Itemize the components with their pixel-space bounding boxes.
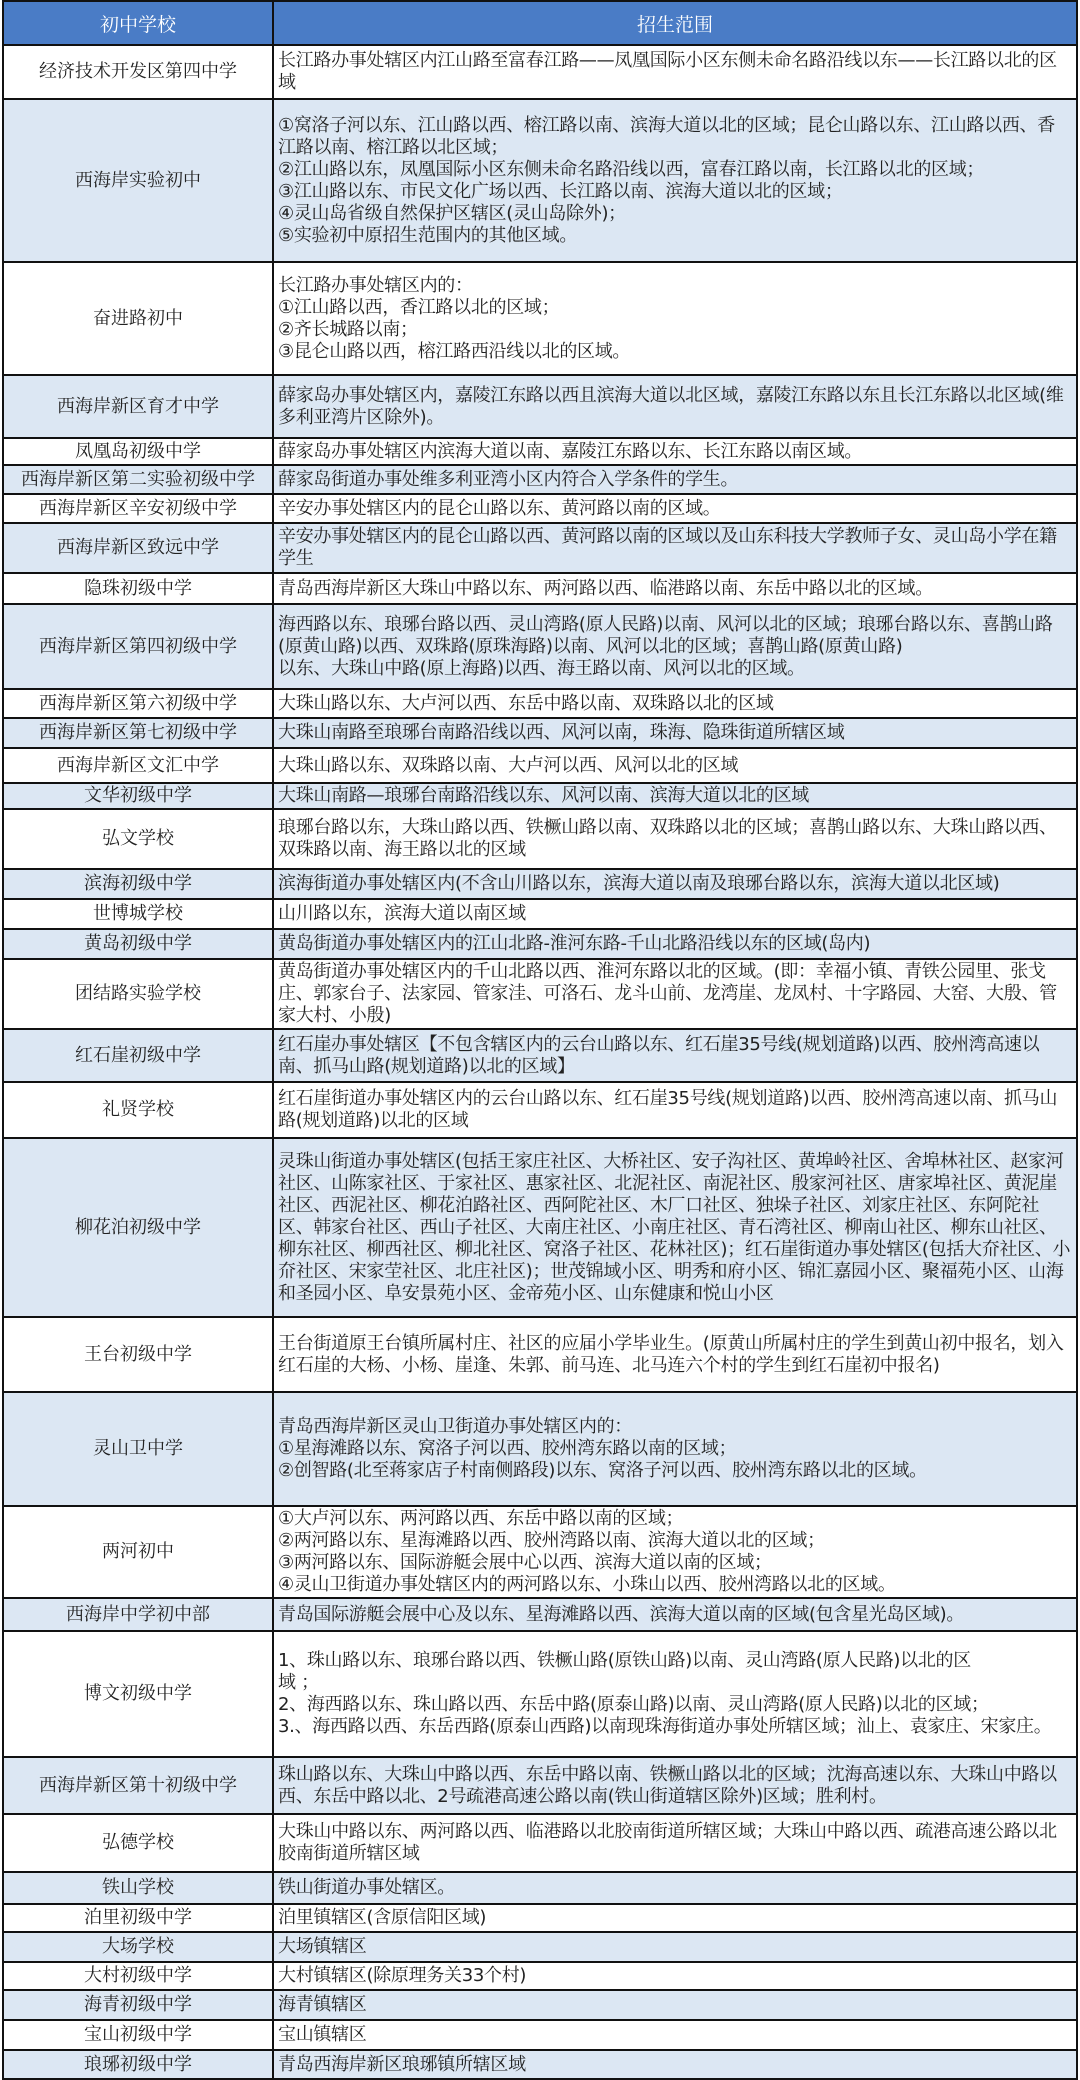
enrollment-scope-cell: 海青镇辖区 — [273, 1990, 1077, 2020]
table-row — [3, 1392, 1077, 1506]
table-row — [3, 2050, 1077, 2079]
school-name-cell: 铁山学校 — [3, 1872, 273, 1904]
enrollment-scope-cell: 青岛西海岸新区琅琊镇所辖区域 — [273, 2050, 1077, 2079]
table-row — [3, 45, 1077, 99]
school-name-cell: 西海岸新区育才中学 — [3, 375, 273, 438]
table-row — [3, 573, 1077, 604]
table-row — [3, 1990, 1077, 2020]
enrollment-scope-cell: 大村镇辖区(除原理务关33个村) — [273, 1962, 1077, 1990]
school-name-cell: 黄岛初级中学 — [3, 929, 273, 959]
enrollment-scope-cell: 宝山镇辖区 — [273, 2020, 1077, 2050]
enrollment-scope-cell: 薛家岛街道办事处维多利亚湾小区内符合入学条件的学生。 — [273, 465, 1077, 494]
school-name-cell: 西海岸新区第二实验初级中学 — [3, 465, 273, 494]
school-name-cell: 弘文学校 — [3, 809, 273, 869]
enrollment-scope-cell: 黄岛街道办事处辖区内的千山北路以西、淮河东路以北的区域。(即：幸福小镇、青铁公园里、张戈庄、郭家台子、法家园、管家洼、可洛石、龙斗山前、龙湾崖、龙凤村、十字路园、大窑、大殷、管家大村、小殷) — [273, 959, 1077, 1029]
enrollment-scope-cell: 长江路办事处辖区内的： ①江山路以西，香江路以北的区域； ②齐长城路以南； ③昆仑山路以西，榕江路西沿线以北的区域。 — [273, 262, 1077, 375]
school-name-cell: 西海岸新区第六初级中学 — [3, 689, 273, 718]
table-row — [3, 1962, 1077, 1990]
school-name-cell: 滨海初级中学 — [3, 869, 273, 899]
table-header-row — [3, 1, 1077, 45]
school-name-cell: 经济技术开发区第四中学 — [3, 45, 273, 99]
school-name-cell: 弘德学校 — [3, 1814, 273, 1872]
school-name-cell: 琅琊初级中学 — [3, 2050, 273, 2079]
table-body — [3, 45, 1077, 2079]
table-row — [3, 869, 1077, 899]
school-name-cell: 文华初级中学 — [3, 783, 273, 809]
school-name-cell: 西海岸新区致远中学 — [3, 523, 273, 573]
table-row — [3, 1598, 1077, 1631]
school-name-cell: 西海岸中学初中部 — [3, 1598, 273, 1631]
enrollment-scope-cell: 琅琊台路以东，大珠山路以西、铁橛山路以南、双珠路以北的区域；喜鹊山路以东、大珠山路以西、双珠路以南、海王路以北的区域 — [273, 809, 1077, 869]
enrollment-scope-cell: 珠山路以东、大珠山中路以西、东岳中路以南、铁橛山路以北的区域；沈海高速以东、大珠山中路以西、东岳中路以北、2号疏港高速公路以南(铁山街道辖区除外)区域；胜利村。 — [273, 1757, 1077, 1814]
school-name-cell: 凤凰岛初级中学 — [3, 438, 273, 465]
enrollment-scope-cell: 大珠山中路以东、两河路以西、临港路以北胶南街道所辖区域；大珠山中路以西、疏港高速公路以北胶南街道所辖区域 — [273, 1814, 1077, 1872]
school-name-cell: 团结路实验学校 — [3, 959, 273, 1029]
school-name-cell: 宝山初级中学 — [3, 2020, 273, 2050]
school-name-cell: 泊里初级中学 — [3, 1904, 273, 1932]
enrollment-scope-cell: 铁山街道办事处辖区。 — [273, 1872, 1077, 1904]
enrollment-scope-cell: 大珠山南路—琅琊台南路沿线以东、风河以南、滨海大道以北的区域 — [273, 783, 1077, 809]
table-row — [3, 1506, 1077, 1598]
enrollment-scope-cell: 黄岛街道办事处辖区内的江山北路-淮河东路-千山北路沿线以东的区域(岛内) — [273, 929, 1077, 959]
enrollment-scope-cell: 辛安办事处辖区内的昆仑山路以西、黄河路以南的区域以及山东科技大学教师子女、灵山岛小学在籍学生 — [273, 523, 1077, 573]
table-row — [3, 718, 1077, 748]
school-name-cell: 灵山卫中学 — [3, 1392, 273, 1506]
enrollment-scope-cell: 辛安办事处辖区内的昆仑山路以东、黄河路以南的区域。 — [273, 494, 1077, 523]
table-row — [3, 1029, 1077, 1082]
enrollment-scope-cell: 海西路以东、琅琊台路以西、灵山湾路(原人民路)以南、风河以北的区域；琅琊台路以东、喜鹊山路(原黄山路)以西、双珠路(原珠海路)以南、风河以北的区域；喜鹊山路(原黄山路) 以东、大珠山中路(原上海路)以西、海王路以南、风河以北的区域。 — [273, 604, 1077, 689]
table-row — [3, 262, 1077, 375]
table-row — [3, 1317, 1077, 1392]
enrollment-scope-cell: 青岛西海岸新区大珠山中路以东、两河路以西、临港路以南、东岳中路以北的区域。 — [273, 573, 1077, 604]
column-header-scope: 招生范围 — [273, 1, 1077, 45]
enrollment-scope-cell: 青岛西海岸新区灵山卫街道办事处辖区内的： ①星海滩路以东、窝洛子河以西、胶州湾东路以南的区域； ②创智路(北至蒋家店子村南侧路段)以东、窝洛子河以西、胶州湾东路以北的区域。 — [273, 1392, 1077, 1506]
school-name-cell: 西海岸新区第七初级中学 — [3, 718, 273, 748]
enrollment-scope-cell: 山川路以东，滨海大道以南区域 — [273, 899, 1077, 929]
enrollment-scope-cell: 薛家岛办事处辖区内，嘉陵江东路以西且滨海大道以北区域，嘉陵江东路以东且长江东路以北区域(维多利亚湾片区除外)。 — [273, 375, 1077, 438]
enrollment-scope-cell: 红石崖办事处辖区【不包含辖区内的云台山路以东、红石崖35号线(规划道路)以西、胶州湾高速以南、抓马山路(规划道路)以北的区域】 — [273, 1029, 1077, 1082]
school-name-cell: 奋进路初中 — [3, 262, 273, 375]
table-row — [3, 438, 1077, 465]
enrollment-scope-cell: ①窝洛子河以东、江山路以西、榕江路以南、滨海大道以北的区域；昆仑山路以东、江山路以西、香江路以南、榕江路以北区域； ②江山路以东，凤凰国际小区东侧未命名路沿线以西，富春江路以南，长江路以北的区域； ③江山路以东、市民文化广场以西、长江路以南、滨海大道以北的区域； ④灵山岛省级自然保护区辖区(灵山岛除外)； ⑤实验初中原招生范围内的其他区域。 — [273, 99, 1077, 262]
table-row — [3, 1138, 1077, 1317]
table-row — [3, 1814, 1077, 1872]
table-row — [3, 1904, 1077, 1932]
school-name-cell: 海青初级中学 — [3, 1990, 273, 2020]
school-name-cell: 西海岸实验初中 — [3, 99, 273, 262]
enrollment-scope-cell: 大珠山路以东、双珠路以南、大卢河以西、风河以北的区域 — [273, 748, 1077, 783]
school-name-cell: 西海岸新区辛安初级中学 — [3, 494, 273, 523]
school-name-cell: 柳花泊初级中学 — [3, 1138, 273, 1317]
enrollment-scope-cell: 青岛国际游艇会展中心及以东、星海滩路以西、滨海大道以南的区域(包含星光岛区域)。 — [273, 1598, 1077, 1631]
table-row — [3, 689, 1077, 718]
table-row — [3, 1757, 1077, 1814]
table-row — [3, 1872, 1077, 1904]
enrollment-scope-cell: 王台街道原王台镇所属村庄、社区的应届小学毕业生。(原黄山所属村庄的学生到黄山初中报名，划入红石崖的大杨、小杨、崖逢、朱郭、前马连、北马连六个村的学生到红石崖初中报名) — [273, 1317, 1077, 1392]
school-name-cell: 大村初级中学 — [3, 1962, 273, 1990]
school-name-cell: 隐珠初级中学 — [3, 573, 273, 604]
school-name-cell: 大场学校 — [3, 1932, 273, 1962]
table-row — [3, 1082, 1077, 1138]
school-name-cell: 红石崖初级中学 — [3, 1029, 273, 1082]
enrollment-table — [2, 0, 1078, 2080]
enrollment-scope-cell: 泊里镇辖区(含原信阳区域) — [273, 1904, 1077, 1932]
table-row — [3, 899, 1077, 929]
school-name-cell: 世博城学校 — [3, 899, 273, 929]
table-row — [3, 99, 1077, 262]
table-row — [3, 523, 1077, 573]
enrollment-scope-cell: ①大卢河以东、两河路以西、东岳中路以南的区域； ②两河路以东、星海滩路以西、胶州湾路以南、滨海大道以北的区域； ③两河路以东、国际游艇会展中心以西、滨海大道以南的区域； ④灵山卫街道办事处辖区内的两河路以东、小珠山以西、胶州湾路以北的区域。 — [273, 1506, 1077, 1598]
table-row — [3, 604, 1077, 689]
table-row — [3, 375, 1077, 438]
table-row — [3, 465, 1077, 494]
table-row — [3, 929, 1077, 959]
enrollment-scope-cell: 滨海街道办事处辖区内(不含山川路以东，滨海大道以南及琅琊台路以东，滨海大道以北区域) — [273, 869, 1077, 899]
table-row — [3, 2020, 1077, 2050]
school-name-cell: 西海岸新区文汇中学 — [3, 748, 273, 783]
enrollment-scope-cell: 大珠山南路至琅琊台南路沿线以西、风河以南，珠海、隐珠街道所辖区域 — [273, 718, 1077, 748]
school-name-cell: 王台初级中学 — [3, 1317, 273, 1392]
enrollment-scope-cell: 灵珠山街道办事处辖区(包括王家庄社区、大桥社区、安子沟社区、黄埠岭社区、舍埠林社区、赵家河社区、山陈家社区、于家社区、惠家社区、北泥社区、南泥社区、殷家河社区、唐家埠社区、黄泥崖社区、西泥社区、柳花泊路社区、西阿陀社区、木厂口社区、独垛子社区、刘家庄社区、东阿陀社区、韩家台社区、西山子社区、大南庄社区、小南庄社区、青石湾社区、柳南山社区、柳东山社区、柳东社区、柳西社区、柳北社区、窝洛子社区、花林社区)；红石崖街道办事处辖区(包括大夼社区、小夼社区、宋家茔社区、北庄社区)；世茂锦域小区、明秀和府小区、锦汇嘉园小区、聚福苑小区、山海和圣园小区、阜安景苑小区、金帝苑小区、山东健康和悦山小区 — [273, 1138, 1077, 1317]
enrollment-scope-cell: 长江路办事处辖区内江山路至富春江路——凤凰国际小区东侧未命名路沿线以东——长江路以北的区域 — [273, 45, 1077, 99]
enrollment-scope-cell: 薛家岛办事处辖区内滨海大道以南、嘉陵江东路以东、长江东路以南区域。 — [273, 438, 1077, 465]
table-row — [3, 1932, 1077, 1962]
table-row — [3, 494, 1077, 523]
enrollment-scope-cell: 大珠山路以东、大卢河以西、东岳中路以南、双珠路以北的区域 — [273, 689, 1077, 718]
table-row — [3, 1631, 1077, 1757]
school-name-cell: 两河初中 — [3, 1506, 273, 1598]
table-row — [3, 959, 1077, 1029]
table-row — [3, 783, 1077, 809]
school-name-cell: 西海岸新区第十初级中学 — [3, 1757, 273, 1814]
school-name-cell: 西海岸新区第四初级中学 — [3, 604, 273, 689]
table-row — [3, 748, 1077, 783]
table-row — [3, 809, 1077, 869]
enrollment-scope-cell: 大场镇辖区 — [273, 1932, 1077, 1962]
enrollment-scope-cell: 红石崖街道办事处辖区内的云台山路以东、红石崖35号线(规划道路)以西、胶州湾高速以南、抓马山路(规划道路)以北的区域 — [273, 1082, 1077, 1138]
school-name-cell: 博文初级中学 — [3, 1631, 273, 1757]
school-name-cell: 礼贤学校 — [3, 1082, 273, 1138]
enrollment-scope-cell: 1、珠山路以东、琅琊台路以西、铁橛山路(原铁山路)以南、灵山湾路(原人民路)以北的区 域 ； 2、海西路以东、珠山路以西、东岳中路(原泰山路)以南、灵山湾路(原人民路)以北的区域； 3.、海西路以西、东岳西路(原泰山西路)以南现珠海街道办事处所辖区域；汕上、袁家庄、宋家庄。 — [273, 1631, 1077, 1757]
column-header-school: 初中学校 — [3, 1, 273, 45]
